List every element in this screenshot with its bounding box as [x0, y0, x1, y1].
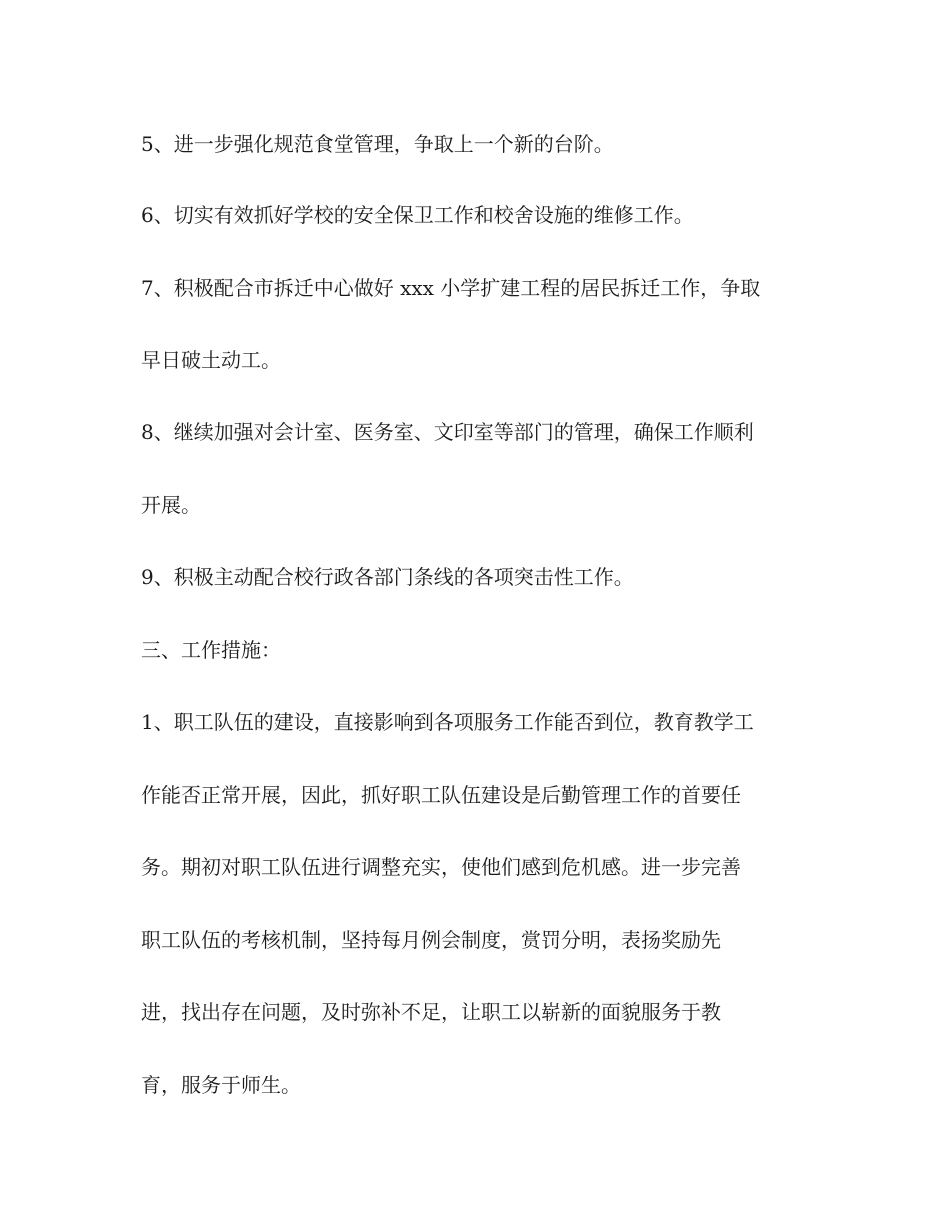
paragraph-line: 进，找出存在问题，及时弥补不足，让职工以崭新的面貌服务于教 [141, 1000, 721, 1024]
list-item-8-cont: 开展。 [141, 493, 201, 517]
paragraph-line: 作能否正常开展，因此，抓好职工队伍建设是后勤管理工作的首要任 [141, 783, 741, 807]
list-item-6: 6、切实有效抓好学校的安全保卫工作和校舍设施的维修工作。 [141, 203, 694, 227]
paragraph-line: 职工队伍的考核机制，坚持每月例会制度，赏罚分明，表扬奖励先 [141, 928, 721, 952]
paragraph-line: 务。期初对职工队伍进行调整充实，使他们感到危机感。进一步完善 [141, 855, 741, 879]
paragraph-line: 1、职工队伍的建设，直接影响到各项服务工作能否到位，教育教学工 [141, 710, 754, 734]
list-item-7: 7、积极配合市拆迁中心做好 xxx 小学扩建工程的居民拆迁工作，争取 [141, 276, 761, 300]
paragraph-line: 育，服务于师生。 [141, 1073, 301, 1097]
list-item-7-cont: 早日破土动工。 [141, 348, 281, 372]
list-item-8: 8、继续加强对会计室、医务室、文印室等部门的管理，确保工作顺利 [141, 420, 754, 444]
list-item-9: 9、积极主动配合校行政各部门条线的各项突击性工作。 [141, 565, 634, 589]
list-item-5: 5、进一步强化规范食堂管理，争取上一个新的台阶。 [141, 132, 614, 156]
section-heading: 三、工作措施： [141, 638, 281, 662]
